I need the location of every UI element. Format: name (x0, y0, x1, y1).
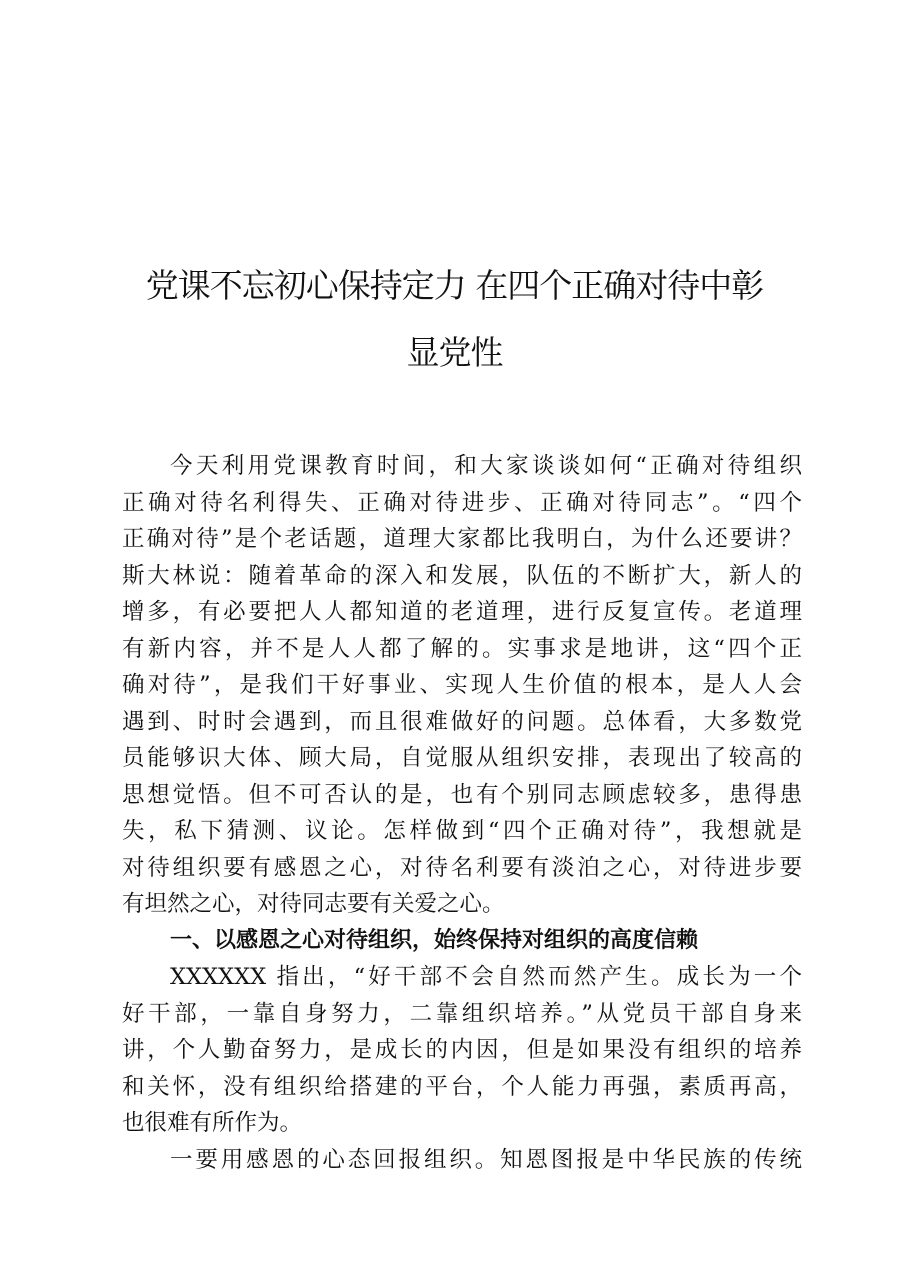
text-line: 有坦然之心，对待同志要有关爱之心。 (122, 891, 505, 917)
paragraph-intro (122, 448, 802, 923)
text-line: 好干部，一靠自身努力，二靠组织培养。”从党员干部自身来 (122, 1000, 802, 1027)
text-line: 思想觉悟。但不可否认的是，也有个别同志顾虑较多，患得患 (122, 781, 802, 808)
paragraph-point-1 (122, 1142, 802, 1179)
text-line: 今天利用党课教育时间，和大家谈谈如何“正确对待组织 (170, 453, 802, 479)
text-line: 有新内容，并不是人人都了解的。实事求是地讲，这“四个正 (122, 635, 802, 662)
text-line: 讲，个人勤奋努力，是成长的内因，但是如果没有组织的培养 (122, 1037, 802, 1063)
text-line: 增多，有必要把人人都知道的老道理，进行反复宣传。老道理 (122, 599, 802, 625)
text-line: 员能够识大体、顾大局，自觉服从组织安排，表现出了较高的 (122, 745, 802, 771)
text-line: 对待组织要有感恩之心，对待名利要有淡泊之心，对待进步要 (122, 854, 802, 881)
text-line: 正确对待名利得失、正确对待进步、正确对待同志”。“四个 (122, 489, 802, 516)
text-line: 也很难有所作为。 (122, 1110, 303, 1136)
text-line: 确对待”，是我们干好事业、实现人生价值的根本，是人人会 (122, 672, 802, 698)
paragraph-section-1 (122, 959, 802, 1142)
text-line: 遇到、时时会遇到，而且很难做好的问题。总体看，大多数党 (122, 708, 802, 735)
section-heading-1: 一、以感恩之心对待组织，始终保持对组织的高度信赖 (170, 927, 699, 953)
document-title-line-1: 党课不忘初心保持定力 在四个正确对待中彰 (145, 266, 764, 305)
text-line: 斯大林说：随着革命的深入和发展，队伍的不断扩大，新人的 (122, 562, 802, 589)
document-title-line-2: 显党性 (406, 333, 503, 372)
text-line: XXXXXX 指出，“好干部不会自然而然产生。成长为一个 (170, 964, 802, 990)
text-line: 一要用感恩的心态回报组织。知恩图报是中华民族的传统 (170, 1146, 802, 1173)
document-body (122, 448, 802, 1178)
text-line: 正确对待”是个老话题，道理大家都比我明白，为什么还要讲？ (122, 526, 802, 552)
text-line: 和关怀，没有组织给搭建的平台，个人能力再强，素质再高， (122, 1073, 802, 1100)
text-line: 失，私下猜测、议论。怎样做到“四个正确对待”，我想就是 (122, 818, 802, 844)
